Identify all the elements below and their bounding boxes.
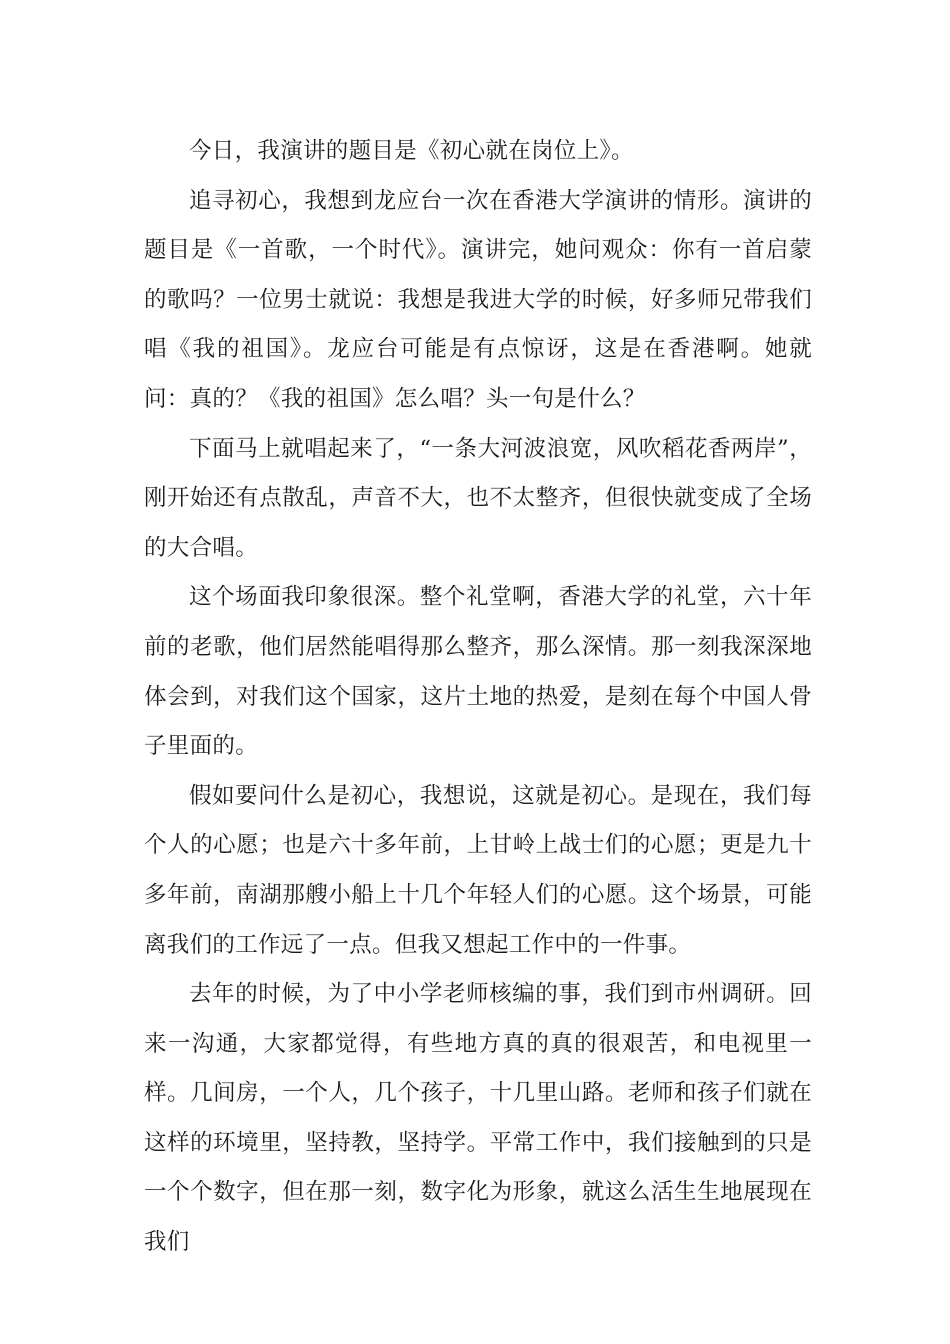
paragraph-2: 追寻初心，我想到龙应台一次在香港大学演讲的情形。演讲的题目是《一首歌，一个时代》。演讲完，她问观众：你有一首启蒙的歌吗？一位男士就说：我想是我进大学的时候，好多师兄带我们唱《我的祖国》。龙应台可能是有点惊讶，这是在香港啊。她就问：真的？《我的祖国》怎么唱？头一句是什么？ [144,187,812,412]
paragraph-4: 这个场面我印象很深。整个礼堂啊，香港大学的礼堂，六十年前的老歌，他们居然能唱得那么整齐，那么深情。那一刻我深深地体会到，对我们这个国家，这片土地的热爱，是刻在每个中国人骨子里面的。 [144,584,812,760]
paragraph-1: 今日，我演讲的题目是《初心就在岗位上》。 [189,138,634,164]
paragraph-5: 假如要问什么是初心，我想说，这就是初心。是现在，我们每个人的心愿；也是六十多年前，上甘岭上战士们的心愿；更是九十多年前，南湖那艘小船上十几个年轻人们的心愿。这个场景，可能离我们的工作远了一点。但我又想起工作中的一件事。 [144,782,812,958]
paragraph-6: 去年的时候，为了中小学老师核编的事，我们到市州调研。回来一沟通，大家都觉得，有些地方真的真的很艰苦，和电视里一样。几间房，一个人，几个孩子，十几里山路。老师和孩子们就在这样的环境里，坚持教，坚持学。平常工作中，我们接触到的只是一个个数字，但在那一刻，数字化为形象，就这么活生生地展现在我们 [144,981,812,1256]
paragraph-3: 下面马上就唱起来了，“一条大河波浪宽，风吹稻花香两岸”，刚开始还有点散乱，声音不大，也不太整齐，但很快就变成了全场的大合唱。 [144,435,812,561]
speech-text [144,127,812,1268]
